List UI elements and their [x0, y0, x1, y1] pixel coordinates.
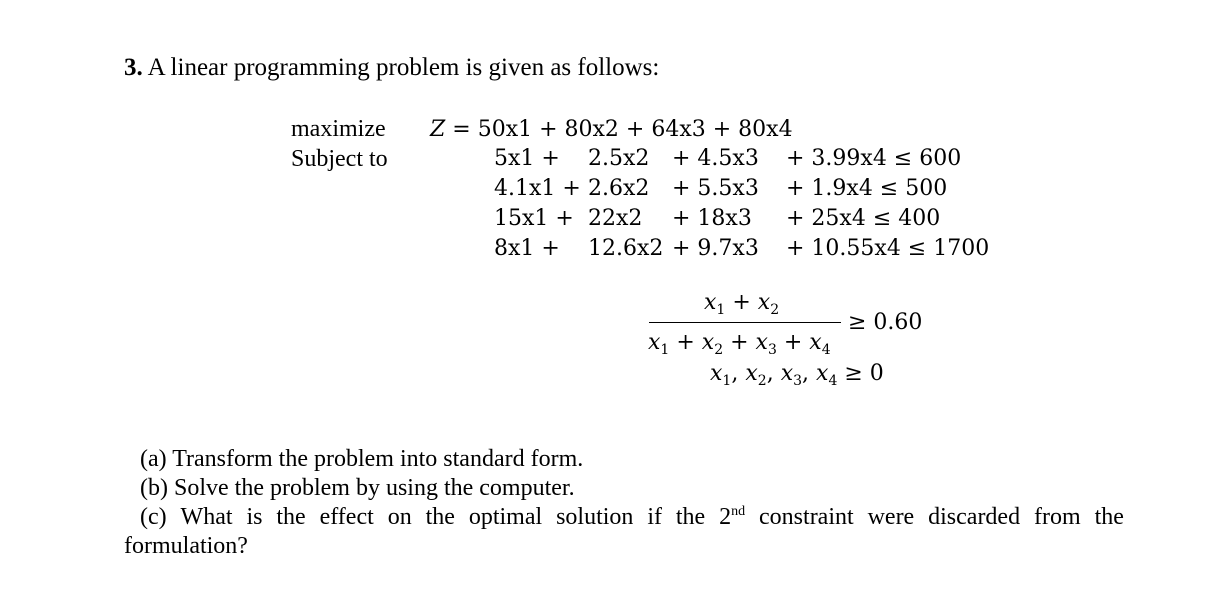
question-c-word: from: [1034, 504, 1081, 530]
question-c-word: on: [387, 504, 412, 530]
question-c-word: What: [180, 504, 233, 530]
ratio-denominator: $x_1 + x_2 + x_3 + x_4$: [648, 330, 831, 358]
constraint-4-c3: + 9.7x3: [672, 236, 759, 261]
question-c-word: constraint: [759, 504, 854, 530]
constraint-1-c3: + 4.5x3: [672, 146, 759, 171]
constraint-2-c1: 4.1x1 +: [494, 176, 581, 201]
constraint-2-c4: + 1.9x4 ≤ 500: [786, 176, 948, 201]
question-c-word: the: [1094, 504, 1124, 530]
question-c-word: if: [647, 504, 662, 530]
ratio-rhs: ≥ 0.60: [848, 310, 923, 335]
question-c: [140, 504, 1124, 531]
maximize-label: maximize: [291, 116, 386, 142]
question-c-word: discarded: [928, 504, 1021, 530]
question-c-word: were: [867, 504, 915, 530]
question-c-word: the: [675, 504, 706, 530]
question-c-word: effect: [319, 504, 374, 530]
problem-number: 3.: [124, 54, 143, 81]
question-c-word: the: [425, 504, 455, 530]
constraint-4-c4: + 10.55x4 ≤ 1700: [786, 236, 990, 261]
question-c-word: optimal: [468, 504, 543, 530]
constraint-2-c3: + 5.5x3: [672, 176, 759, 201]
question-b: (b) Solve the problem by using the computer.: [140, 475, 575, 501]
question-c-word: solution: [556, 504, 634, 530]
constraint-3-c4: + 25x4 ≤ 400: [786, 206, 941, 231]
constraint-4-c2: 12.6x2: [588, 236, 664, 261]
constraint-1-c2: 2.5x2: [588, 146, 650, 171]
constraint-1-c4: + 3.99x4 ≤ 600: [786, 146, 962, 171]
problem-statement: [124, 54, 659, 82]
constraint-1-c1: 5x1 +: [494, 146, 560, 171]
constraint-4-c1: 8x1 +: [494, 236, 560, 261]
constraint-3-c3: + 18x3: [672, 206, 752, 231]
question-c-word: (c): [140, 504, 167, 530]
question-c-continuation: formulation?: [124, 533, 248, 559]
subject-to-label: Subject to: [291, 146, 388, 172]
constraint-3-c1: 15x1 +: [494, 206, 574, 231]
fraction-bar: [649, 322, 841, 323]
constraint-2-c2: 2.6x2: [588, 176, 650, 201]
question-c-word: 2nd: [719, 504, 746, 530]
problem-title: A linear programming problem is given as follows:: [147, 54, 660, 81]
question-a: (a) Transform the problem into standard form.: [140, 446, 584, 472]
ratio-numerator: $x_1 + x_2$: [704, 290, 780, 318]
nonnegativity-constraint: $x_1$, $x_2$, $x_3$, $x_4 \ge 0$: [710, 361, 884, 389]
constraint-3-c2: 22x2: [588, 206, 643, 231]
question-c-word: the: [276, 504, 306, 530]
question-c-word: is: [246, 504, 263, 530]
objective-function: Z = 50x1 + 80x2 + 64x3 + 80x4: [430, 117, 793, 142]
